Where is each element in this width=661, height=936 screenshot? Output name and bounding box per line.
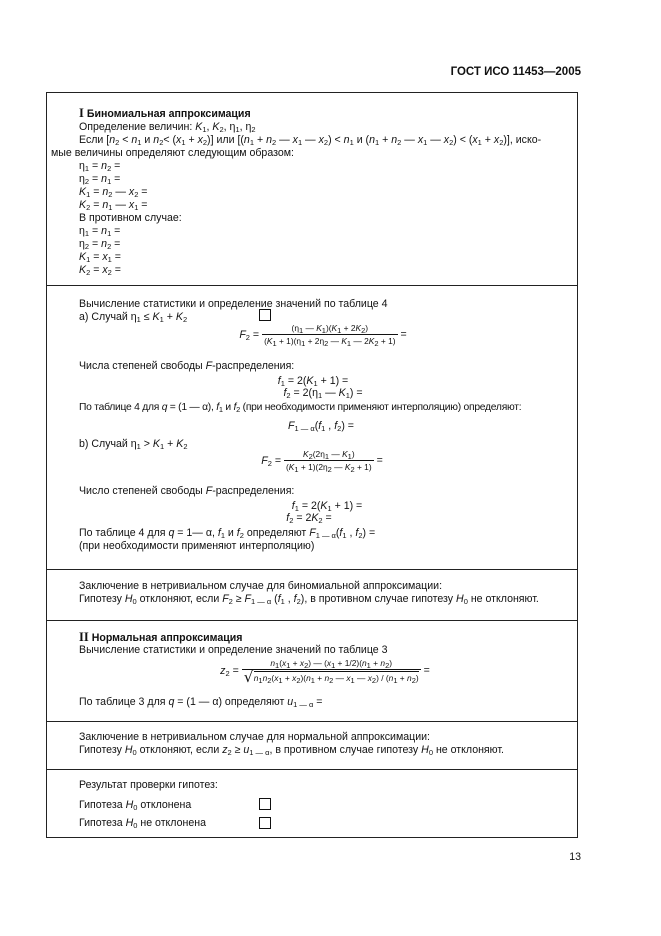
eq-f2-case-b: $f_2 = 2K_2$ = bbox=[286, 512, 332, 525]
binomial-calculation-section bbox=[47, 286, 577, 570]
section-title-binomial: I Биномиальная аппроксимация bbox=[79, 106, 251, 120]
eq-eta1-alt: $\eta_1 = n_1$ = bbox=[79, 225, 121, 238]
eq-f1-case-a: $f_1 = 2(K_1 + 1)$ = bbox=[277, 375, 349, 388]
formula-f2-case-a: $F_2$ = $\frac{(\eta_1 — K_1)(K_1 + 2K_2)}{(K_1 + 1)(\eta_1 + 2\eta_2 — K_1 — 2K_2 + 1)}$ = bbox=[239, 323, 407, 348]
result-section bbox=[47, 770, 577, 839]
case-b-line: b) Случай $\eta_1 > K_1 + K_2$ bbox=[79, 438, 188, 451]
eq-f-quantile-a: $F_{1 — \alpha}(f_1$ , $f_2$) = bbox=[288, 420, 354, 433]
hypothesis-test-form bbox=[46, 92, 578, 838]
table4-line-b: По таблице 4 для q = 1— α, $f_1$ и $f_2$ определяют $F_{1 — \alpha}(f_1$ , $f_2$) = bbox=[79, 527, 376, 540]
case-a-checkbox[interactable] bbox=[259, 309, 271, 321]
calc-title-table3: Вычисление статистики и определение значений по таблице 3 bbox=[79, 644, 388, 656]
binomial-conclusion-section bbox=[47, 570, 577, 621]
condition-line: Если [$n_2 < n_1$ и $n_2< (x_1 + x_2)$] или [($n_1 + n_2$ — $x_1$ — $x_2) < n_1$ и ($n_1 + n_2$ — $x_1$ — $x_2) < (x_1 + x_2)$], иско- bbox=[79, 134, 542, 147]
eq-eta2-alt: $\eta_2 = n_2$ = bbox=[79, 238, 121, 251]
eq-k2: $K_2 = n_1$ — $x_1$ = bbox=[79, 199, 148, 212]
normal-approximation-section bbox=[47, 621, 577, 722]
normal-conclusion-title: Заключение в нетривиальном случае для нормальной аппроксимации: bbox=[79, 731, 430, 743]
eq-k1-alt: $K_1 = x_1$ = bbox=[79, 251, 121, 264]
eq-eta1-n2: $\eta_1 = n_2$ = bbox=[79, 160, 121, 173]
binomial-definition-section bbox=[47, 93, 577, 286]
interpolation-note: (при необходимости применяют интерполяцию) bbox=[79, 540, 315, 552]
normal-reject-rule: Гипотезу $H_0$ отклоняют, если $z_2 \ge u_{1 — \alpha}$, в противном случае гипотезу $H_0$ не отклоняют. bbox=[79, 744, 504, 757]
case-a-line: а) Случай $\eta_1 \le K_1 + K_2$ bbox=[79, 311, 188, 324]
hypothesis-not-rejected-label: Гипотеза $H_0$ не отклонена bbox=[79, 817, 206, 830]
table4-line-a: По таблице 4 для q = (1 — α), $f_1$ и $f_2$ (при необходимости применяют интерполяцию) определяют: bbox=[79, 402, 522, 414]
eq-k1: $K_1 = n_2$ — $x_2$ = bbox=[79, 186, 148, 199]
page-number: 13 bbox=[569, 851, 581, 863]
binomial-conclusion-title: Заключение в нетривиальном случае для биномиальной аппроксимации: bbox=[79, 580, 443, 592]
hypothesis-rejected-label: Гипотеза $H_0$ отклонена bbox=[79, 799, 192, 812]
dof-label-b: Число степеней свободы F-распределения: bbox=[79, 485, 295, 497]
condition-line-cont: мые величины определяют следующим образом: bbox=[51, 147, 294, 159]
table3-line: По таблице 3 для q = (1 — α) определяют $u_{1 — \alpha}$ = bbox=[79, 696, 323, 709]
formula-f2-case-b: $F_2$ = $\frac{K_2(2\eta_1 — K_1)}{(K_1 + 1)(2\eta_2 — K_2 + 1)}$ = bbox=[261, 449, 383, 474]
document-header: ГОСТ ИСО 11453—2005 bbox=[450, 66, 581, 78]
definition-line: Определение величин: $K_1$, $K_2$, $\eta_1$, $\eta_2$ bbox=[79, 121, 256, 134]
binomial-reject-rule: Гипотезу $H_0$ отклоняют, если $F_2 \ge F_{1 — \alpha}$ ($f_1$ , $f_2$), в противном случае гипотезу $H_0$ не отклоняют. bbox=[79, 593, 539, 606]
eq-eta2-n1: $\eta_2 = n_1$ = bbox=[79, 173, 121, 186]
calc-title-table4: Вычисление статистики и определение значений по таблице 4 bbox=[79, 298, 388, 310]
normal-conclusion-section bbox=[47, 722, 577, 770]
hypothesis-not-rejected-checkbox[interactable] bbox=[259, 817, 271, 829]
formula-z2: $z_2$ = $n_1(x_1 + x_2)$ — $(x_1 + 1/2)(n_1 + n_2)$ √ $n_1n_2(x_1 + x_2)(n_1 + n_2$ — $x_1$ — $x_2) / (n_1 + n_2)$ = bbox=[220, 658, 430, 686]
result-title: Результат проверки гипотез: bbox=[79, 779, 218, 791]
eq-k2-alt: $K_2 = x_2$ = bbox=[79, 264, 121, 277]
dof-label-a: Числа степеней свободы F-распределения: bbox=[79, 360, 295, 372]
eq-f2-case-a: $f_2 = 2(\eta_1$ — $K_1$) = bbox=[283, 387, 363, 400]
eq-f1-case-b: $f_1 = 2(K_1 + 1)$ = bbox=[291, 500, 363, 513]
section-title-normal: II Нормальная аппроксимация bbox=[79, 630, 243, 644]
hypothesis-rejected-checkbox[interactable] bbox=[259, 798, 271, 810]
otherwise-label: В противном случае: bbox=[79, 212, 182, 224]
